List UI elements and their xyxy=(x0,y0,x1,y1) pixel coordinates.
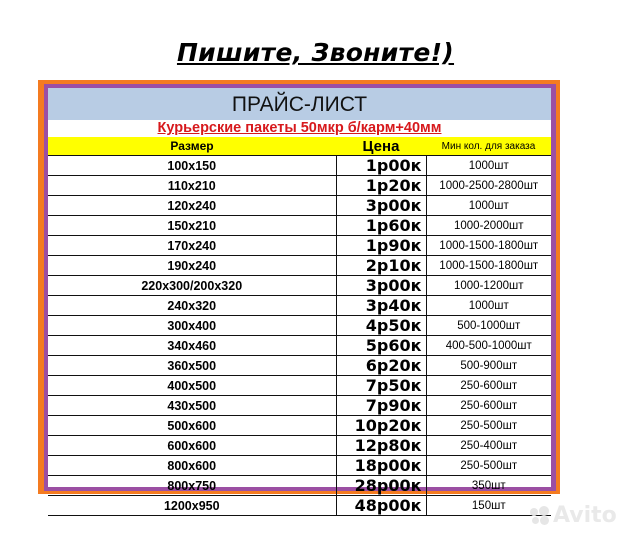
price-cell: 12р80к xyxy=(336,436,426,456)
price-cell: 48р00к xyxy=(336,496,426,516)
table-row xyxy=(48,476,551,496)
min-qty-cell: 400-500-1000шт xyxy=(426,336,551,356)
min-qty-cell: 250-500шт xyxy=(426,456,551,476)
table-row xyxy=(48,376,551,396)
size-cell: 400x500 xyxy=(48,376,336,396)
price-cell: 6р20к xyxy=(336,356,426,376)
price-cell: 3р00к xyxy=(336,196,426,216)
price-cell: 7р90к xyxy=(336,396,426,416)
min-qty-cell: 1000шт xyxy=(426,296,551,316)
size-cell: 360x500 xyxy=(48,356,336,376)
price-cell: 3р00к xyxy=(336,276,426,296)
min-qty-cell: 1000-1500-1800шт xyxy=(426,236,551,256)
price-cell: 3р40к xyxy=(336,296,426,316)
table-row xyxy=(48,456,551,476)
price-cell: 1р00к xyxy=(336,156,426,176)
size-cell: 120x240 xyxy=(48,196,336,216)
size-cell: 500x600 xyxy=(48,416,336,436)
size-cell: 170x240 xyxy=(48,236,336,256)
min-qty-cell: 1000шт xyxy=(426,196,551,216)
table-row xyxy=(48,196,551,216)
price-cell: 7р50к xyxy=(336,376,426,396)
min-qty-cell: 350шт xyxy=(426,476,551,496)
table-header-row xyxy=(48,137,551,156)
price-cell: 2р10к xyxy=(336,256,426,276)
price-list-title: ПРАЙС-ЛИСТ xyxy=(48,88,551,120)
column-header-min-qty: Мин кол. для заказа xyxy=(426,137,551,156)
min-qty-cell: 500-1000шт xyxy=(426,316,551,336)
size-cell: 430x500 xyxy=(48,396,336,416)
avito-watermark xyxy=(530,503,617,528)
min-qty-cell: 1000-1200шт xyxy=(426,276,551,296)
size-cell: 240x320 xyxy=(48,296,336,316)
price-list-inner-frame xyxy=(44,84,556,515)
column-header-price: Цена xyxy=(336,137,426,156)
table-row xyxy=(48,336,551,356)
price-list-outer-frame xyxy=(38,80,560,515)
min-qty-cell: 500-900шт xyxy=(426,356,551,376)
size-cell: 1200x950 xyxy=(48,496,336,516)
price-cell: 4р50к xyxy=(336,316,426,336)
min-qty-cell: 1000-2000шт xyxy=(426,216,551,236)
size-cell: 100x150 xyxy=(48,156,336,176)
min-qty-cell: 150шт xyxy=(426,496,551,516)
column-header-size: Размер xyxy=(48,137,336,156)
table-row xyxy=(48,256,551,276)
price-table xyxy=(48,137,551,516)
price-list-subtitle: Курьерские пакеты 50мкр б/карм+40мм xyxy=(48,120,551,137)
price-cell: 1р20к xyxy=(336,176,426,196)
table-row xyxy=(48,436,551,456)
size-cell: 110x210 xyxy=(48,176,336,196)
headline-call-to-action: Пишите, Звоните!) xyxy=(176,38,455,67)
table-row xyxy=(48,156,551,176)
price-cell: 5р60к xyxy=(336,336,426,356)
min-qty-cell: 1000-2500-2800шт xyxy=(426,176,551,196)
size-cell: 300x400 xyxy=(48,316,336,336)
table-row xyxy=(48,356,551,376)
table-row xyxy=(48,396,551,416)
table-row xyxy=(48,276,551,296)
watermark-text: Avito xyxy=(553,503,617,528)
price-cell: 1р60к xyxy=(336,216,426,236)
size-cell: 190x240 xyxy=(48,256,336,276)
price-cell: 10р20к xyxy=(336,416,426,436)
min-qty-cell: 250-600шт xyxy=(426,396,551,416)
price-list-sheet xyxy=(48,88,551,515)
table-row xyxy=(48,296,551,316)
table-row xyxy=(48,236,551,256)
table-row xyxy=(48,216,551,236)
size-cell: 800x750 xyxy=(48,476,336,496)
table-row xyxy=(48,496,551,516)
min-qty-cell: 1000-1500-1800шт xyxy=(426,256,551,276)
table-row xyxy=(48,176,551,196)
size-cell: 220x300/200x320 xyxy=(48,276,336,296)
price-cell: 18р00к xyxy=(336,456,426,476)
table-row xyxy=(48,416,551,436)
size-cell: 150x210 xyxy=(48,216,336,236)
table-row xyxy=(48,316,551,336)
min-qty-cell: 1000шт xyxy=(426,156,551,176)
size-cell: 800x600 xyxy=(48,456,336,476)
size-cell: 340x460 xyxy=(48,336,336,356)
size-cell: 600x600 xyxy=(48,436,336,456)
price-cell: 28р00к xyxy=(336,476,426,496)
min-qty-cell: 250-500шт xyxy=(426,416,551,436)
avito-logo-icon xyxy=(530,506,550,526)
min-qty-cell: 250-400шт xyxy=(426,436,551,456)
price-cell: 1р90к xyxy=(336,236,426,256)
min-qty-cell: 250-600шт xyxy=(426,376,551,396)
